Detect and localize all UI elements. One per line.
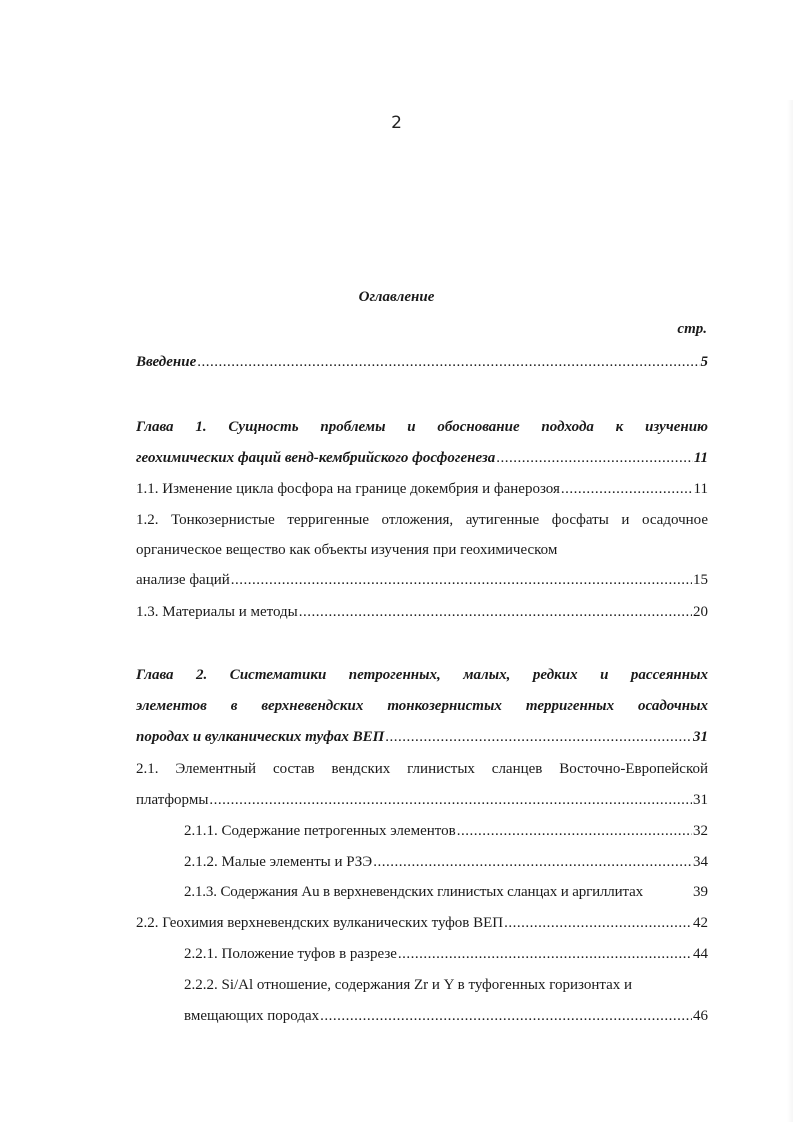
- entry-page: 32: [693, 823, 708, 839]
- entry-page: 11: [693, 450, 708, 466]
- leader-dots: [457, 820, 692, 842]
- page-number: 2: [391, 113, 402, 133]
- toc-entry-chapter-2-cont: элементов в верхневендских тонкозернистых терригенных осадочных: [136, 698, 708, 714]
- entry-page: 44: [693, 946, 708, 962]
- toc-entry-1-2[interactable]: 1.2. Тонкозернистые терригенные отложения, аутигенные фосфаты и осадочное: [136, 512, 708, 528]
- toc-entry-2-1-end[interactable]: [136, 789, 708, 811]
- leader-dots: [373, 851, 692, 873]
- toc-entry-2-2-2-end[interactable]: [184, 1005, 708, 1027]
- leader-dots: [398, 943, 692, 965]
- toc-entry-1-1[interactable]: [136, 478, 708, 500]
- toc-entry-1-2-cont: органическое вещество как объекты изучения при геохимическом: [136, 542, 558, 558]
- leader-dots: [320, 1005, 692, 1027]
- toc-entry-2-2-2[interactable]: 2.2.2. Si/Al отношение, содержания Zr и Y в туфогенных горизонтах и: [184, 977, 633, 993]
- leader-dots: [231, 569, 692, 591]
- entry-title: 2.1.1. Содержание петрогенных элементов: [184, 823, 456, 839]
- entry-page: 11: [693, 481, 708, 497]
- leader-dots: [197, 351, 699, 373]
- entry-page: 20: [693, 604, 708, 620]
- toc-entry-chapter-1[interactable]: Глава 1. Сущность проблемы и обоснование подхода к изучению: [136, 419, 708, 435]
- toc-entry-chapter-2-end[interactable]: [136, 726, 708, 748]
- leader-dots: [209, 789, 692, 811]
- entry-title: вмещающих породах: [184, 1008, 320, 1024]
- entry-page: 46: [693, 1008, 708, 1024]
- toc-entry-chapter-2[interactable]: Глава 2. Систематики петрогенных, малых, редких и рассеянных: [136, 667, 708, 683]
- leader-dots: [385, 726, 692, 748]
- scan-edge-shading: [787, 100, 793, 1122]
- entry-page: 34: [693, 854, 708, 870]
- toc-title: Оглавление: [358, 289, 435, 305]
- leader-dots: [504, 912, 692, 934]
- entry-page: 15: [693, 572, 708, 588]
- entry-title: 1.1. Изменение цикла фосфора на границе докембрия и фанерозоя: [136, 481, 560, 497]
- entry-page: 31: [693, 729, 708, 745]
- entry-title: Введение: [136, 354, 197, 370]
- entry-title: анализе фаций: [136, 572, 230, 588]
- entry-title: 1.3. Материалы и методы: [136, 604, 298, 620]
- toc-entry-1-2-end[interactable]: [136, 569, 708, 591]
- leader-dots: [299, 601, 692, 623]
- toc-entry-2-1-1[interactable]: [184, 820, 708, 842]
- entry-title: 2.2. Геохимия верхневендских вулканических туфов ВЕП: [136, 915, 504, 931]
- entry-title: 2.2.1. Положение туфов в разрезе: [184, 946, 397, 962]
- entry-title: 2.1.2. Малые элементы и РЗЭ: [184, 854, 373, 870]
- leader-dots: [561, 478, 693, 500]
- toc-entry-1-3[interactable]: [136, 601, 708, 623]
- entry-title: платформы: [136, 792, 209, 808]
- entry-page: 39: [693, 884, 708, 900]
- entry-page: 42: [693, 915, 708, 931]
- toc-entry-introduction[interactable]: [136, 351, 708, 373]
- entry-title: 2.1.3. Содержания Au в верхневендских глинистых сланцах и аргиллитах: [184, 884, 643, 900]
- toc-entry-2-1[interactable]: 2.1. Элементный состав вендских глинистых сланцев Восточно-Европейской: [136, 761, 708, 777]
- toc-entry-2-2[interactable]: [136, 912, 708, 934]
- toc-entry-chapter-1-cont[interactable]: [136, 447, 708, 469]
- leader-dots: [496, 447, 693, 469]
- toc-entry-2-1-3[interactable]: [184, 881, 708, 903]
- entry-title: породах и вулканических туфах ВЕП: [136, 729, 385, 745]
- toc-entry-2-2-1[interactable]: [184, 943, 708, 965]
- entry-title: геохимических фаций венд-кембрийского фосфогенеза: [136, 450, 496, 466]
- toc-entry-2-1-2[interactable]: [184, 851, 708, 873]
- page-column-label: стр.: [677, 321, 707, 337]
- entry-page: 5: [700, 354, 708, 370]
- entry-page: 31: [693, 792, 708, 808]
